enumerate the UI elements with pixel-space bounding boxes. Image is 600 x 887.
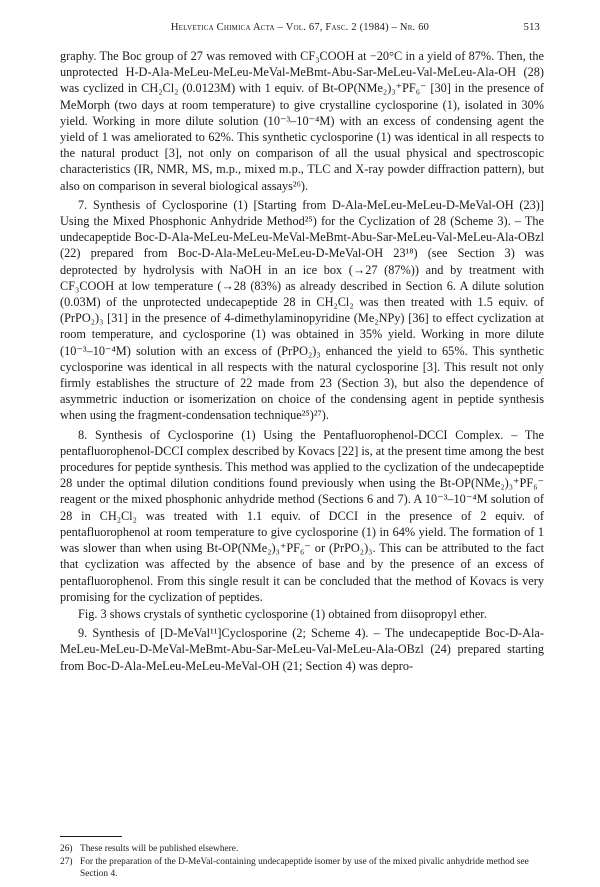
article-body xyxy=(60,48,544,675)
paragraph-continuation: graphy. The Boc group of 27 was removed with CF₃COOH at −20°C in a yield of 87%. Then, the unprotected H-D-Ala-MeLeu-MeLeu-MeVal-MeBmt-Abu-Sar-MeLeu-Val-MeLeu-Ala-OH (28) was cyclized in CH₂Cl₂ (0.0123M) with 1 equiv. of Bt-OP(NMe₂)₃⁺PF₆⁻ [30] in the presence of MeMorph (two days at room temperature) to give crystalline cyclosporine (1), isolated in 30% yield. Working in more dilute solution (10⁻³–10⁻⁴M) with an excess of condensing agent the yield of 1 was ameliorated to 62%. This synthetic cyclosporine (1) was identical in all respects to the natural product [3], not only on comparison of all the usual physical and spectroscopic characteristics (IR, NMR, MS, m.p., mixed m.p., TLC and X-ray powder diffraction pattern), but also on comparison in several biological assays²⁶). xyxy=(60,49,544,193)
running-header xyxy=(0,22,600,36)
footnote-mark: 26) xyxy=(60,844,73,854)
footnote-mark: 27) xyxy=(60,856,73,867)
section-8-paragraph: 8. Synthesis of Cyclosporine (1) Using the Pentafluorophenol-DCCI Complex. – The pentafluorophenol-DCCI complex described by Kovacs [22] is, at the present time among the best procedures for peptide synthesis. This method was applied to the cyclization of the undecapeptide 28 under the optimal dilution conditions found previously when using the Bt-OP(NMe₂)₃⁺PF₆⁻ reagent or the mixed phosphonic anhydride method (Sections 6 and 7). A 10⁻³–10⁻⁴M solution of 28 in CH₂Cl₂ was treated with 1.1 equiv. of DCCI in the presence of 2 equiv. of pentafluorophenol at room temperature to give cyclosporine (1) in 64% yield. The formation of 1 was slower than when using Bt-OP(NMe₂)₃⁺PF₆⁻ or (PrPO₂)₃. This can be attributed to the fact that cyclization was affected by the absence of base and by the presence of an excess of pentafluorophenol. From this single result it can be concluded that the method of Kovacs is very promising for the cyclization of peptides. xyxy=(60,427,544,604)
footnote-27 xyxy=(60,856,544,881)
figure-reference-paragraph: Fig. 3 shows crystals of synthetic cyclosporine (1) obtained from diisopropyl ether. xyxy=(78,606,487,621)
footnotes xyxy=(60,836,544,881)
journal-title: Helvetica Chimica Acta – Vol. 67, Fasc. 2 (1984) – Nr. 60 xyxy=(170,22,430,33)
section-9-paragraph: 9. Synthesis of [D-MeVal¹¹]Cyclosporine (2; Scheme 4). – The undecapeptide Boc-D-Ala-MeLeu-MeLeu-D-MeVal-MeBmt-Abu-Sar-MeLeu-Val-MeLeu-Ala-OBzl (24) prepared starting from Boc-D-Ala-MeLeu-MeLeu-MeVal-OH (21; Section 4) was depro- xyxy=(60,626,544,673)
footnote-text: These results will be published elsewhere. xyxy=(80,844,239,854)
section-7-paragraph: 7. Synthesis of Cyclosporine (1) [Starting from D-Ala-MeLeu-MeLeu-D-MeVal-OH (23)] Using the Mixed Phosphonic Anhydride Method²⁵) for the Cyclization of 28 (Scheme 3). – The undecapeptide Boc-D-Ala-MeLeu-MeLeu-MeVal-MeBmt-Abu-Sar-MeLeu-Val-MeLeu-Ala-OBzl (22) prepared from Boc-D-Ala-MeLeu-MeLeu-D-MeVal-OH 23¹⁸) (see Section 3) was deprotected by hydrolysis with NaOH in an ice box (→27 (87%)) and by treatment with CF₃COOH at low temperature (→28 (83%) as already described in Section 6. A dilute solution (0.03M) of the unprotected undecapeptide 28 in CH₂Cl₂ was then treated with 1.5 equiv. of (PrPO₂)₃ [31] in the presence of 4-dimethylaminopyridine (Me₂NPy) [36] to effect cyclization at room temperature, and cyclosporine (1) was obtained in 35% yield. Working in more dilute (10⁻³–10⁻⁴M) solution with an excess of (PrPO₂)₃ enhanced the yield to 65%. This synthetic cyclosporine was identical in all respects with the natural cyclosporine [3]. This result not only firmly establishes the structure of 22 made from 23 (Section 3), but also the dependence of asymmetric induction or isomerization on choice of the condensing agent in peptide synthesis when using the fragment-condensation technique²⁵)²⁷). xyxy=(60,197,544,423)
footnote-text: For the preparation of the D-MeVal-containing undecapeptide isomer by use of the mixed pivalic anhydride method see Section 4. xyxy=(80,856,529,879)
footnote-divider xyxy=(60,836,122,837)
footnote-26 xyxy=(60,843,544,856)
page-number: 513 xyxy=(523,22,540,33)
